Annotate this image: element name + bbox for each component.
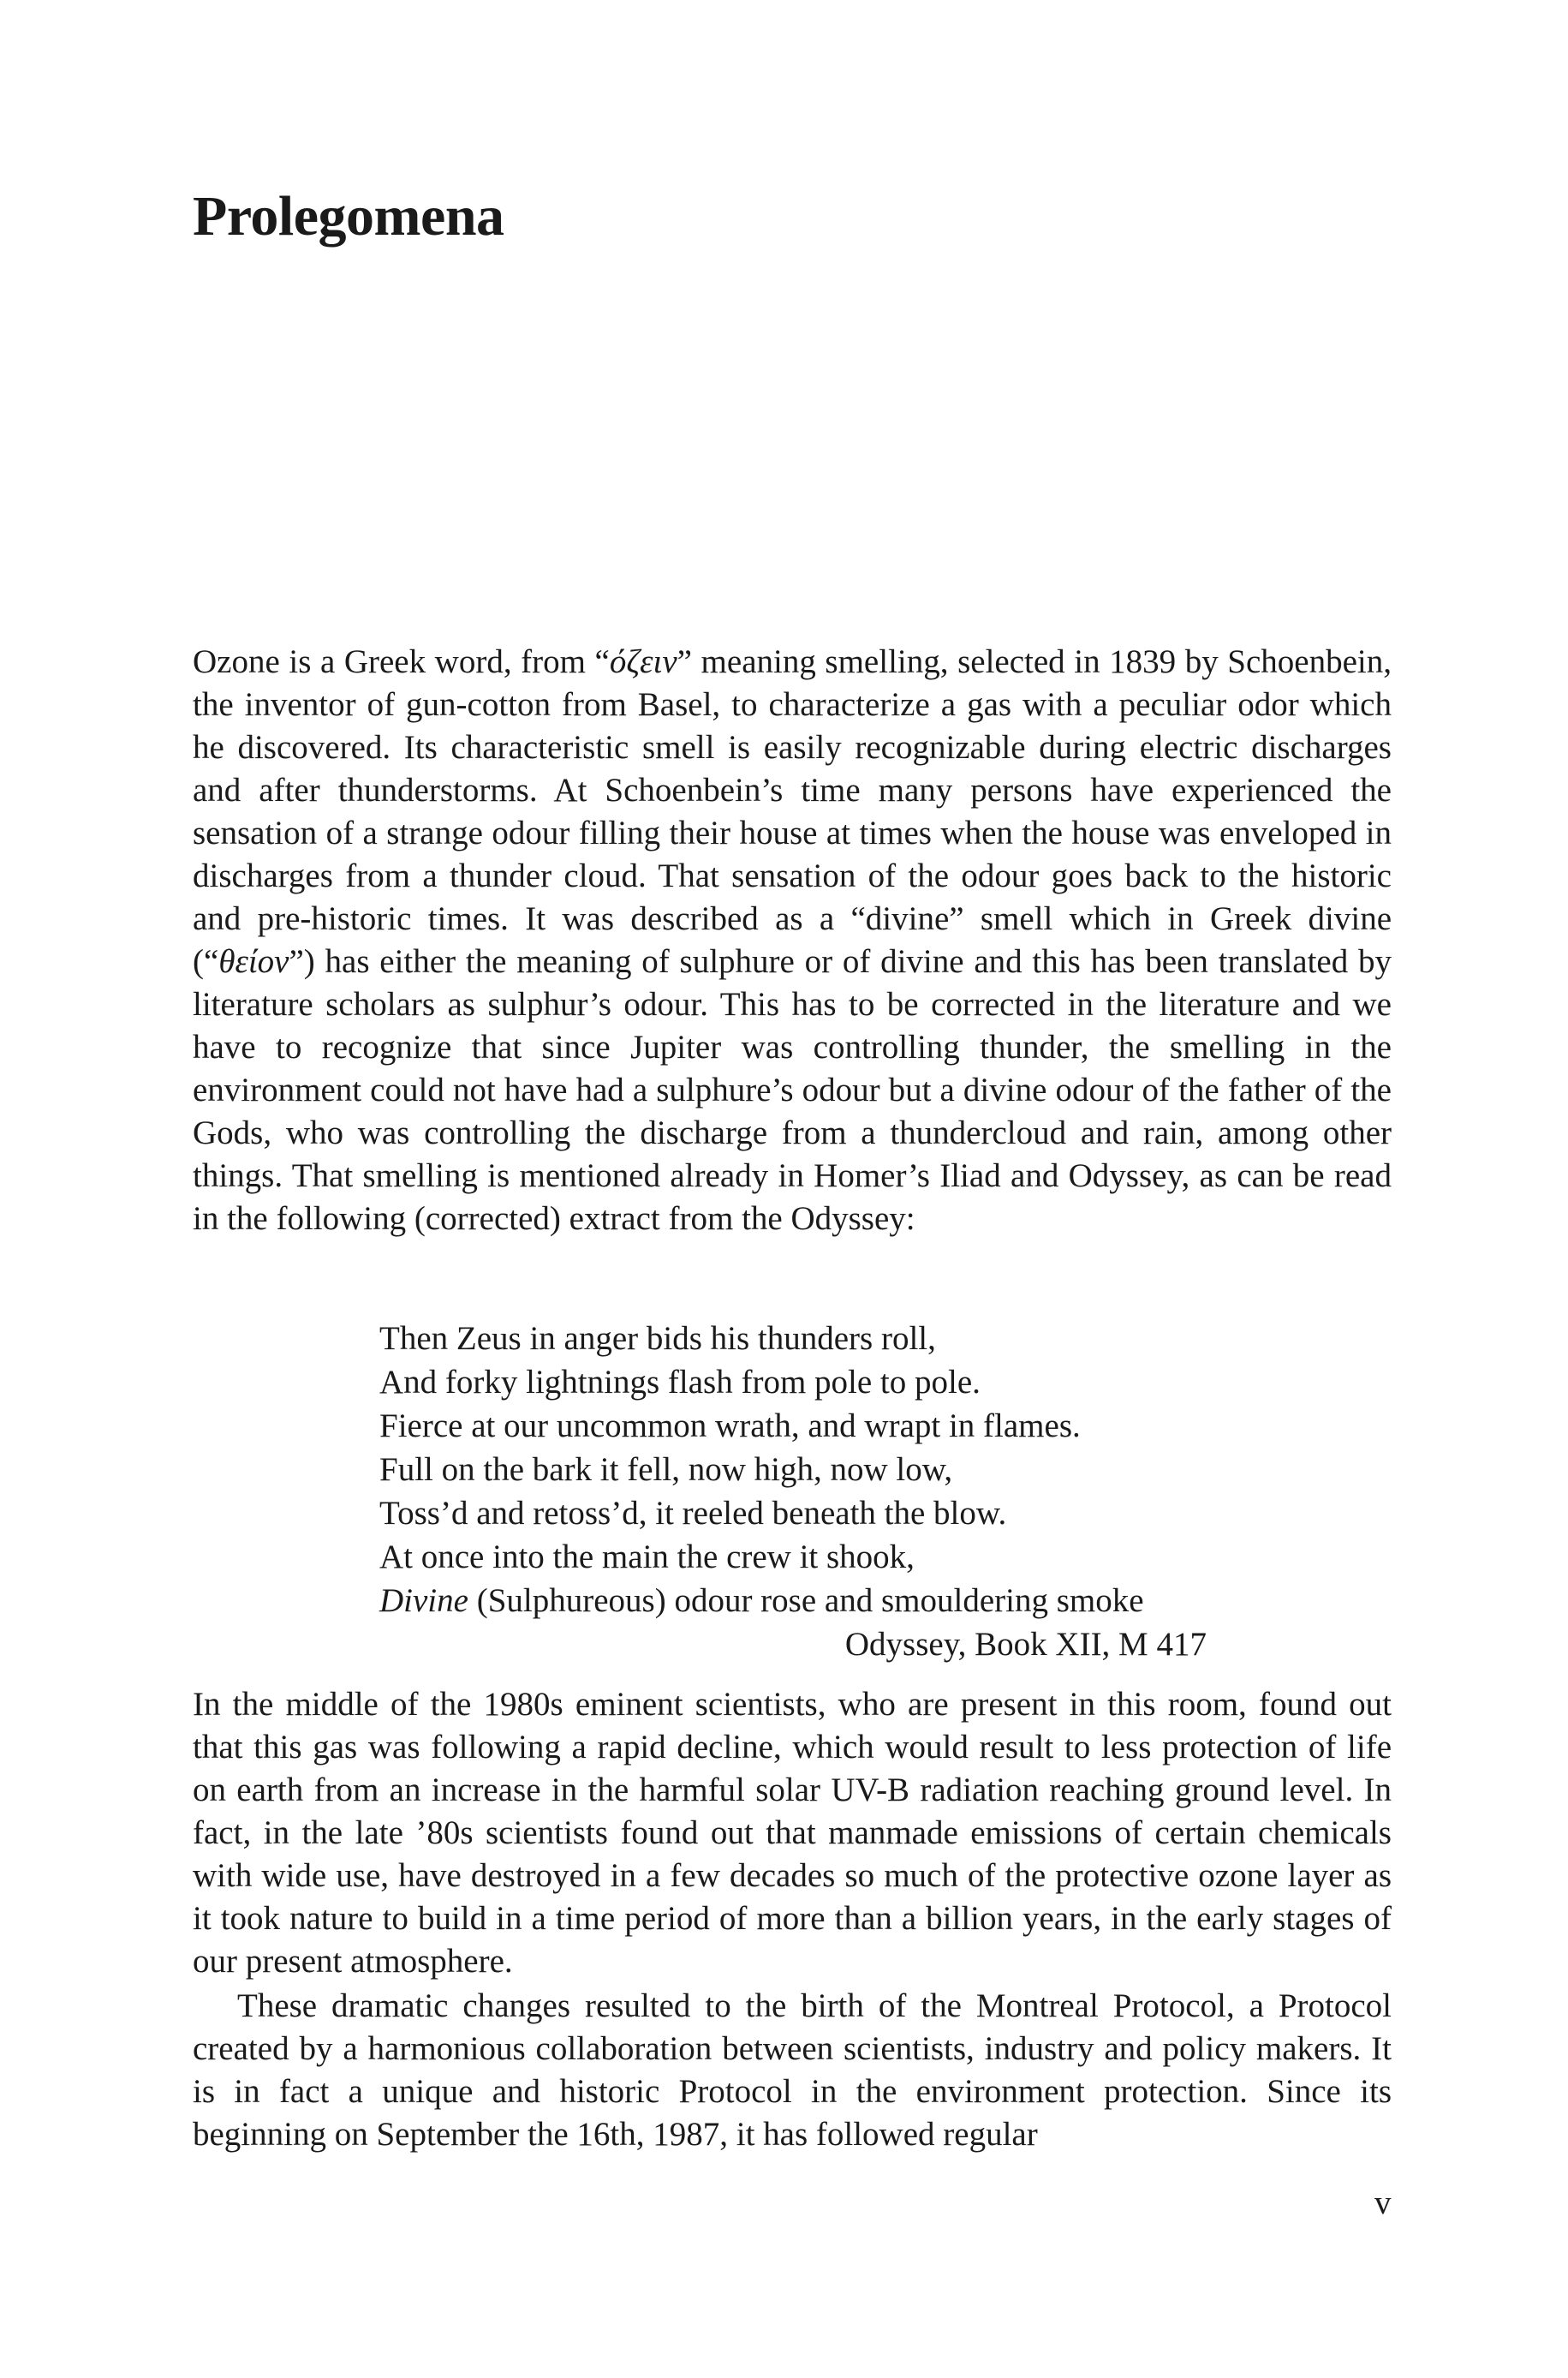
verse-line-last bbox=[379, 1579, 1207, 1622]
verse-citation: Odyssey, Book XII, M 417 bbox=[844, 1626, 1207, 1663]
greek-word-theion: θείον bbox=[218, 943, 289, 980]
page-number: v bbox=[1374, 2184, 1392, 2221]
verse-line: At once into the main the crew it shook, bbox=[379, 1539, 915, 1575]
page-title: Prolegomena bbox=[193, 185, 504, 248]
odyssey-verse-quote bbox=[379, 1317, 1207, 1666]
paragraph-ozone-decline: In the middle of the 1980s eminent scientists, who are present in this room, found out that this gas was following a rapid decline, which would result to less protection of life on earth from an increase in the harmful solar UV-B radiation reaching ground level. In fact, in the late ’80s scientists found out that manmade emissions of certain chemicals with wide use, have destroyed in a few decades so much of the protective ozone layer as it took nature to build in a time period of more than a billion years, in the early stages of our present atmosphere. bbox=[193, 1686, 1392, 1980]
p1-text-c: ”) has either the meaning of sulphure or of divine and this has been translated by literature scholars as sulphur’s odour. This has to be corrected in the literature and we have to recognize that since Jupiter was controlling thunder, the smelling in the environment could not have had a sulphure’s odour but a divine odour of the father of the Gods, who was controlling the discharge from a thundercloud and rain, among other things. That smelling is mentioned already in Homer’s Iliad and Odyssey, as can be read in the following (corrected) extract from the Odyssey: bbox=[193, 943, 1392, 1237]
verse-line: Then Zeus in anger bids his thunders roll, bbox=[379, 1320, 936, 1357]
p1-text-b: ” meaning smelling, selected in 1839 by Schoenbein, the inventor of gun-cotton from Basel, to characterize a gas with a peculiar odor which he discovered. Its characteristic smell is easily recognizable during electric discharges and after thunderstorms. At Schoenbein’s time many persons have experienced the sensation of a strange odour filling their house at times when the house was enveloped in discharges from a thunder cloud. That sensation of the odour goes back to the historic and pre-historic times. It was described as a “divine” smell which in Greek divine (“ bbox=[193, 643, 1392, 980]
verse-last-rest: (Sulphureous) odour rose and smouldering smoke bbox=[468, 1582, 1144, 1619]
p1-text-a: Ozone is a Greek word, from “ bbox=[193, 643, 610, 680]
greek-word-ozein: όζειν bbox=[609, 643, 677, 680]
paragraph-montreal-protocol: These dramatic changes resulted to the birth of the Montreal Protocol, a Protocol created by a harmonious collaboration between scientists, industry and policy makers. It is in fact a unique and historic Protocol in the environment protection. Since its beginning on September the 16th, 1987, it has followed regular bbox=[193, 1987, 1392, 2153]
paragraph-ozone-origin bbox=[193, 641, 1392, 1240]
verse-italic-divine: Divine bbox=[379, 1582, 468, 1619]
verse-line: Full on the bark it fell, now high, now low, bbox=[379, 1451, 953, 1488]
verse-line: And forky lightnings flash from pole to pole. bbox=[379, 1364, 981, 1401]
verse-line: Fierce at our uncommon wrath, and wrapt in flames. bbox=[379, 1407, 1081, 1444]
verse-line: Toss’d and retoss’d, it reeled beneath the blow. bbox=[379, 1495, 1007, 1532]
